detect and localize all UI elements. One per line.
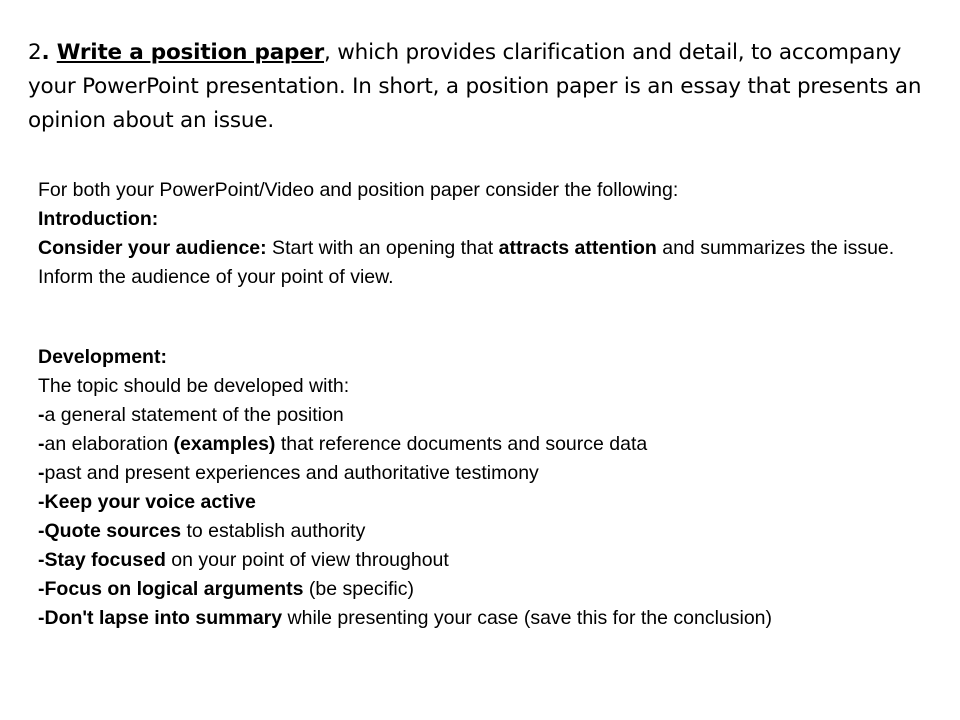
list-dash: - bbox=[38, 491, 45, 513]
list-item-text: (be specific) bbox=[303, 578, 415, 600]
development-section bbox=[38, 343, 918, 633]
development-lead: The topic should be developed with: bbox=[38, 375, 350, 397]
assignment-number-dot: . bbox=[41, 40, 57, 65]
list-item-text: past and present experiences and authoritative testimony bbox=[44, 462, 539, 484]
list-item bbox=[38, 575, 918, 604]
list-item-text: an elaboration bbox=[44, 433, 174, 455]
list-dash: - bbox=[38, 578, 45, 600]
list-item-text: that reference documents and source data bbox=[275, 433, 648, 455]
audience-paragraph bbox=[38, 234, 918, 292]
list-item bbox=[38, 604, 918, 633]
list-item bbox=[38, 517, 918, 546]
list-item-bold: Focus on logical arguments bbox=[44, 578, 304, 600]
list-dash: - bbox=[38, 607, 45, 629]
list-dash: - bbox=[38, 520, 45, 542]
section-lead: For both your PowerPoint/Video and position paper consider the following: bbox=[38, 179, 679, 201]
list-dash: - bbox=[38, 462, 45, 484]
development-heading: Development: bbox=[38, 346, 167, 368]
list-item bbox=[38, 459, 918, 488]
list-item-bold: Stay focused bbox=[44, 549, 166, 571]
audience-text-2: and summarizes the issue. Inform the audience of your point of view. bbox=[38, 237, 895, 288]
list-item-bold: Quote sources bbox=[44, 520, 182, 542]
list-item-bold: Keep your voice active bbox=[44, 491, 256, 513]
introduction-section bbox=[38, 176, 918, 292]
list-dash: - bbox=[38, 404, 45, 426]
assignment-title: Write a position paper bbox=[56, 40, 325, 65]
assignment-intro bbox=[28, 36, 928, 138]
list-item-bold: (examples) bbox=[173, 433, 276, 455]
list-item-text: a general statement of the position bbox=[44, 404, 344, 426]
list-item bbox=[38, 488, 918, 517]
list-item bbox=[38, 430, 918, 459]
audience-text-1: Start with an opening that bbox=[266, 237, 499, 259]
list-item-text: while presenting your case (save this for the conclusion) bbox=[282, 607, 773, 629]
audience-bold: attracts attention bbox=[498, 237, 657, 259]
assignment-number: 2 bbox=[28, 40, 42, 65]
audience-label: Consider your audience: bbox=[38, 237, 267, 259]
introduction-heading: Introduction: bbox=[38, 208, 159, 230]
list-dash: - bbox=[38, 549, 45, 571]
list-item bbox=[38, 401, 918, 430]
list-item-bold: Don't lapse into summary bbox=[44, 607, 283, 629]
assignment-description: , which provides clarification and detail, to accompany your PowerPoint presentation. In short, a position paper is an essay that presents an opinion about an issue. bbox=[28, 40, 922, 133]
list-item bbox=[38, 546, 918, 575]
list-item-text: to establish authority bbox=[181, 520, 366, 542]
list-item-text: on your point of view throughout bbox=[165, 549, 449, 571]
list-dash: - bbox=[38, 433, 45, 455]
